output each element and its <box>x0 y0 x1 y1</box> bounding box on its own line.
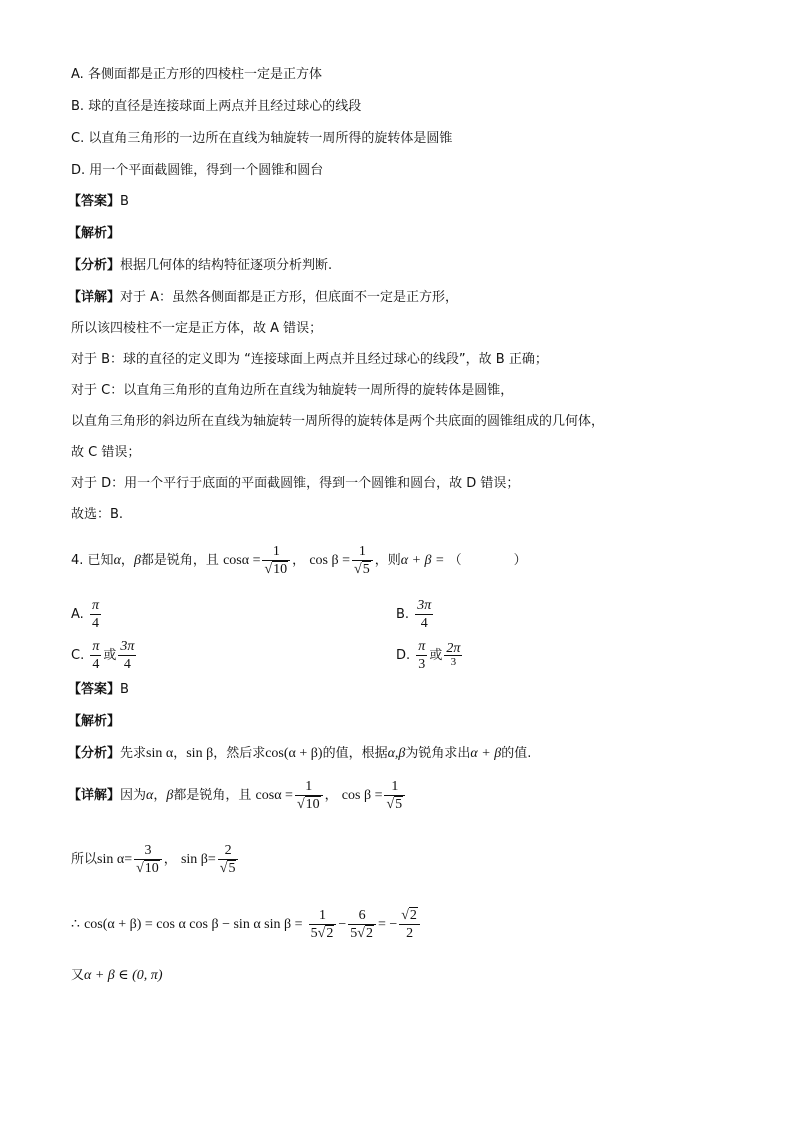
option-text: 用一个平面截圆锥，得到一个圆锥和圆台 <box>89 163 324 178</box>
option-b-line <box>71 98 361 116</box>
q4-also-line: 又α + β ∈ (0, π) <box>71 968 163 983</box>
answer-value: B <box>120 194 129 209</box>
option-text: 球的直径是连接球面上两点并且经过球心的线段 <box>88 99 362 114</box>
xiangjie-label: 【详解】 <box>68 290 121 305</box>
xiangjie-line-4: 对于 C：以直角三角形的直角边所在直线为轴旋转一周所得的旋转体是圆锥， <box>71 383 514 398</box>
analysis-label: 【解析】 <box>68 226 121 241</box>
option-d-line <box>71 162 323 180</box>
fenxi-text: 根据几何体的结构特征逐项分析判断. <box>120 258 333 273</box>
option-letter: C. <box>71 131 85 146</box>
q4-therefore-line: ∴ cos(α + β) = cos α cos β − sin α sin β = $\frac{1}{5√2}$ − $\frac{6}{5√2}$ = − $\frac{√2}{2}$ <box>71 905 422 945</box>
option-letter: A. <box>71 67 84 82</box>
q4-option-a: A. $\frac{\pi}{4}$ <box>71 598 99 631</box>
xiangjie-line-3: 对于 B：球的直径的定义即为 “连接球面上两点并且经过球心的线段”，故 B 正确； <box>71 352 548 367</box>
option-c-line <box>71 130 452 148</box>
then-text: ，则 <box>374 553 401 568</box>
q4-option-b: B. $\frac{3\pi}{4}$ <box>396 598 432 631</box>
q4-stem-a: 已知 <box>87 553 114 568</box>
xiangjie-line-7: 对于 D：用一个平行于底面的平面截圆锥，得到一个圆锥和圆台，故 D 错误； <box>71 476 520 491</box>
q4-number: 4. <box>71 553 84 568</box>
paren-open: （ <box>448 553 462 568</box>
q4-sep: ， <box>120 553 134 568</box>
beta-symbol: β <box>133 553 141 568</box>
option-letter: D. <box>71 163 86 178</box>
option-text: 以直角三角形的一边所在直线为轴旋转一周所得的旋转体是圆锥 <box>88 131 453 146</box>
xiangjie-line-6: 故 C 错误； <box>71 445 141 460</box>
answer-line <box>68 193 129 211</box>
analysis-heading <box>68 225 120 243</box>
q4-stem <box>71 541 527 581</box>
xiangjie-line-5: 以直角三角形的斜边所在直线为轴旋转一周所得的旋转体是两个共底面的圆锥组成的几何体， <box>71 414 605 429</box>
option-text: 各侧面都是正方形的四棱柱一定是正方体 <box>87 67 322 82</box>
cos-beta: cos β = <box>309 553 351 568</box>
answer-label: 【答案】 <box>68 194 121 209</box>
option-a-line <box>71 66 322 84</box>
comma: ， <box>292 553 306 568</box>
fenxi-line <box>68 257 332 275</box>
option-letter: B. <box>71 99 85 114</box>
xiangjie-line-8: 故选：B. <box>71 507 124 522</box>
alpha-symbol: α <box>113 553 121 568</box>
paren-close: ） <box>513 553 527 568</box>
q4-answer-line: 【答案】B <box>68 682 129 697</box>
q4-stem-b: 都是锐角，且 <box>140 553 219 568</box>
q4-option-c: C. $\frac{\pi}{4}$ 或 $\frac{3\pi}{4}$ <box>71 639 135 672</box>
q4-option-d: D. $\frac{\pi}{3}$ 或 $\frac{2\pi}{3}$ <box>396 639 461 672</box>
frac-1-sqrt5: $\frac{1}{√5}$ <box>352 543 373 578</box>
frac-1-sqrt10: $\frac{1}{√10}$ <box>262 543 290 578</box>
frac-pi-4: $\frac{\pi}{4}$ <box>91 598 99 631</box>
q4-fenxi-line: 【分析】先求sin α，sin β，然后求cos(α + β)的值，根据α,β为锐角求出α + β的值. <box>68 746 532 761</box>
q4-xiangjie-line: 【详解】因为α，β都是锐角，且 cosα = $\frac{1}{√10}$ ， cos β = $\frac{1}{√5}$ <box>68 776 407 816</box>
q4-analysis-heading: 【解析】 <box>68 714 121 729</box>
xiangjie-text: 对于 A：虽然各侧面都是正方形，但底面不一定是正方形， <box>120 290 459 305</box>
xiangjie-line-1 <box>68 289 458 307</box>
q4-so-line: 所以sin α= $\frac{3}{√10}$ ， sin β= $\frac{2}{√5}$ <box>71 840 240 880</box>
target-expr: α + β = <box>400 553 445 568</box>
q4-answer-value: B <box>120 682 129 697</box>
cos-alpha: cosα = <box>223 553 261 568</box>
xiangjie-line-2: 所以该四棱柱不一定是正方体，故 A 错误； <box>71 321 323 336</box>
fenxi-label: 【分析】 <box>68 258 121 273</box>
frac-3pi-4: $\frac{3\pi}{4}$ <box>417 598 432 631</box>
